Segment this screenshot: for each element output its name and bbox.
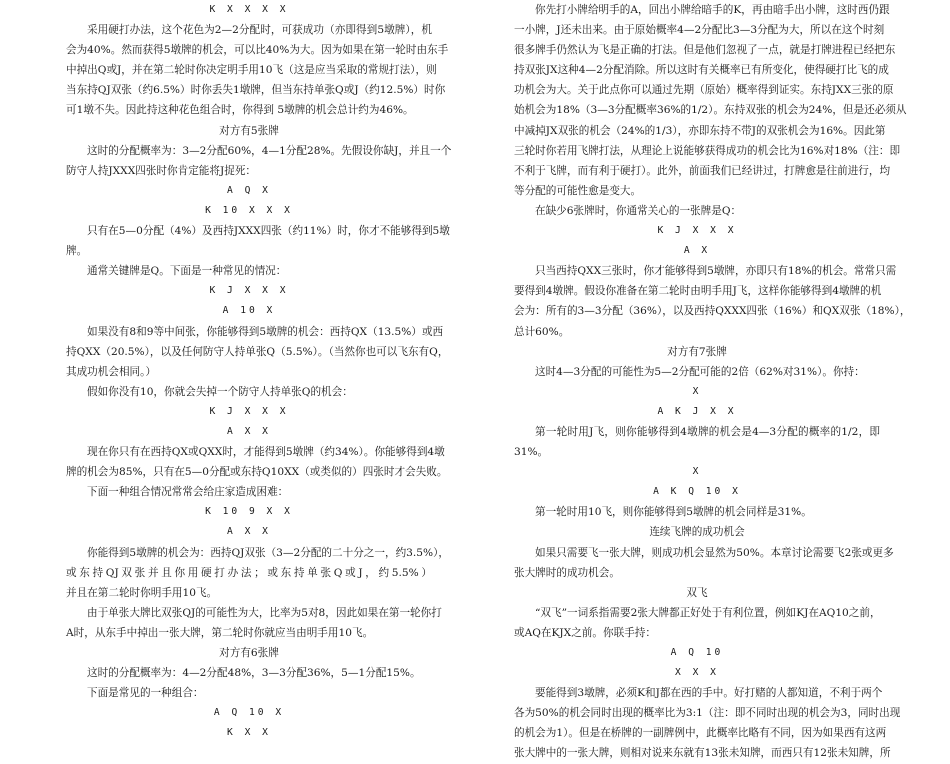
left-text-line: 由于单张大牌比双张QJ的可能性为大，比率为5对8，因此如果在第一轮你打 — [87, 606, 442, 619]
right-page-column — [514, 0, 911, 760]
right-text-line: 很多牌手仍然认为飞是正确的打法。但是他们忽视了一点，就是打牌进程已经把东 — [514, 44, 896, 57]
left-text-line: 牌。 — [66, 245, 88, 258]
right-text-line: A X — [683, 245, 711, 257]
right-text-line: 31%。 — [514, 446, 549, 459]
left-text-line: 持QXX（20.5%），以及任何防守人持单张Q（5.5%）。（当然你也可以飞东有Q， — [66, 345, 449, 358]
left-text-line: 下面一种组合情况常常会给庄家造成困难： — [87, 486, 289, 499]
left-text-line: 防守人持JXXX四张时你肯定能将J捉死： — [66, 164, 257, 177]
right-text-line: 中减掉JX双张的机会（24%的1/3），亦即东持不带J的双张机会为16%。因此第 — [514, 124, 886, 137]
left-text-line: 对方有5张牌 — [219, 124, 279, 137]
left-text-line: K J X X X — [209, 285, 289, 297]
right-text-line: 张大牌时的成功机会。 — [514, 566, 620, 579]
left-text-line: 牌的机会为85%，只有在5—0分配或东持Q10XX（或类似的）四张时才会失败。 — [66, 466, 448, 479]
left-text-line: 你能得到5墩牌的机会为：西持QJ双张（3—2分配的二十分之一，约3.5%）， — [87, 546, 449, 559]
left-text-line: 并且在第二轮时你明手用10飞。 — [66, 586, 218, 599]
left-text-line: 只有在5—0分配（4%）及西持JXXX四张（约11%）时，你才不能够得到5墩 — [87, 225, 450, 238]
left-text-line: K 10 X X X — [205, 204, 293, 216]
left-text-line: K 10 9 X X — [205, 506, 293, 518]
left-text-line: 会为40%。然而获得5墩牌的机会，可以比40%为大。因为如果在第一轮时由东手 — [66, 44, 449, 57]
right-text-line: 双飞 — [686, 586, 708, 599]
left-text-line: K J X X X — [209, 405, 289, 417]
left-text-line: 如果没有8和9等中间张，你能够得到5墩牌的机会：西持QX（13.5%）或西 — [87, 325, 444, 338]
right-text-line: A K J X X — [657, 405, 737, 417]
right-text-line: 等分配的可能性愈是变大。 — [514, 184, 642, 197]
right-text-line: K J X X X — [657, 225, 737, 237]
left-page-column — [66, 0, 452, 739]
right-text-line: 要得到4墩牌。假设你准备在第二轮时由明手用J飞，这样你能够得到4墩牌的机 — [514, 285, 882, 298]
right-text-line: X — [692, 466, 702, 478]
left-text-line: A时，从东手中掉出一张大牌，第二轮时你就应当由明手用10飞。 — [66, 626, 374, 639]
right-text-line: 如果只需要飞一张大牌，则成功机会显然为50%。本章讨论需要飞2张或更多 — [535, 546, 894, 559]
left-text-line: A Q 10 X — [213, 707, 285, 719]
right-text-line: 的机会为1）。但是在桥牌的一副牌例中，此概率比略有不同，因为如果西有这两 — [514, 727, 887, 740]
left-text-line: A X X — [227, 425, 271, 437]
right-text-line: 在缺少6张牌时，你通常关心的一张牌是Q： — [535, 204, 742, 217]
right-text-line: 不利于飞牌，而有利于硬打）。此外，前面我们已经讲过，打牌愈是往前进行，均 — [514, 164, 891, 177]
right-text-line: 或AQ在KJX之前。你联手持： — [514, 626, 656, 639]
right-text-line: 张大牌中的一张大牌，则相对说来东就有13张未知牌，而西只有12张未知牌，所 — [514, 747, 891, 760]
right-text-line: 这时4—3分配的可能性为5—2分配可能的2倍（62%对31%）。你持： — [535, 365, 865, 378]
right-text-line: 各为50%的机会同时出现的概率比为3:1（注：即不同时出现的机会为3，同时出现 — [514, 707, 901, 720]
left-text-line: 当东持QJ双张（约6.5%）时你丢失1墩牌，但当东持单张Q或J（约12.5%）时你 — [66, 84, 446, 97]
left-text-line: A Q X — [227, 184, 271, 196]
right-text-line: 持双张JX这种4—2分配消除。所以这时有关概率已有所变化，使得硬打比飞的成 — [514, 64, 889, 77]
left-text-line: 或东持QJ双张并且你用硬打办法；或东持单张Q或J，约5.5%） — [66, 566, 432, 579]
right-text-line: 对方有7张牌 — [667, 345, 727, 358]
right-text-line: 始机会为18%（3—3分配概率36%的1/2）。东持双张的机会为24%，但是还必须从 — [514, 104, 907, 117]
right-text-line: 第一轮时用10飞，则你能够得到5墩牌的机会同样是31%。 — [535, 506, 812, 519]
right-text-line: X X X — [675, 667, 719, 679]
left-text-line: 其成功机会相同。） — [66, 365, 157, 378]
right-text-line: 三轮时你若用飞牌打法，从理论上说能够获得成功的机会比为16%对18%（注：即 — [514, 144, 901, 157]
right-text-line: 功机会为大。关于此点你可以通过先期（原始）概率得到证实。东持JXX三张的原 — [514, 84, 894, 97]
right-text-line: 要能得到3墩牌，必须K和J都在西的手中。好打赌的人都知道，不利于两个 — [535, 687, 883, 700]
left-text-line: K X X X X — [209, 4, 289, 15]
left-text-line: 对方有6张牌 — [219, 647, 279, 659]
right-text-line: 连续飞牌的成功机会 — [649, 526, 745, 539]
left-text-line: 这时的分配概率为：3—2分配60%，4—1分配28%。先假设你缺J，并且一个 — [87, 144, 452, 157]
right-text-line: 会为：所有的3—3分配（36%），以及西持QXXX四张（16%）和QX双张（18%）， — [514, 305, 911, 318]
left-text-line: 下面是常见的一种组合： — [87, 687, 204, 700]
left-text-line: 采用硬打办法，这个花色为2—2分配时，可获成功（亦即得到5墩牌），机 — [87, 24, 432, 37]
left-text-line: K X X — [227, 727, 271, 739]
left-text-line: 现在你只有在西持QX或QXX时，才能得到5墩牌（约34%）。你能够得到4墩 — [87, 446, 445, 459]
right-text-line: 一小牌，J还未出来。由于原始概率4—2分配比3—3分配为大，所以在这个时刻 — [514, 24, 885, 37]
right-text-line: 总计60%。 — [514, 325, 570, 338]
right-text-line: 第一轮时用J飞，则你能够得到4墩牌的机会是4—3分配的概率的1/2，即 — [535, 425, 880, 438]
left-text-line: 通常关键牌是Q。下面是一种常见的情况： — [87, 265, 287, 278]
left-text-line: A 10 X — [222, 305, 276, 317]
left-text-line: 这时的分配概率为：4—2分配48%，3—3分配36%，5—1分配15%。 — [87, 667, 421, 680]
right-text-line: 你先打小牌给明手的A，回出小牌给暗手的K，再由暗手出小牌，这时西仍跟 — [535, 4, 890, 16]
right-text-line: A Q 10 — [670, 647, 724, 658]
right-text-line: A K Q 10 X — [653, 486, 741, 498]
left-text-line: 可1墩不失。因此持这种花色组合时，你得到 5墩牌的机会总计约为46%。 — [66, 104, 414, 117]
right-text-line: 只当西持QXX三张时，你才能够得到5墩牌，亦即只有18%的机会。常常只需 — [535, 265, 897, 278]
right-text-line: X — [692, 385, 702, 397]
left-text-line: 中掉出Q或J，并在第二轮时你决定明手用10飞（这是应当采取的常规打法），则 — [66, 64, 437, 77]
left-text-line: A X X — [227, 526, 271, 538]
left-text-line: 假如你没有10，你就会失掉一个防守人持单张Q的机会： — [87, 385, 353, 398]
right-text-line: “双飞”一词系指需要2张大牌都正好处于有利位置，例如KJ在AQ10之前， — [535, 606, 881, 619]
